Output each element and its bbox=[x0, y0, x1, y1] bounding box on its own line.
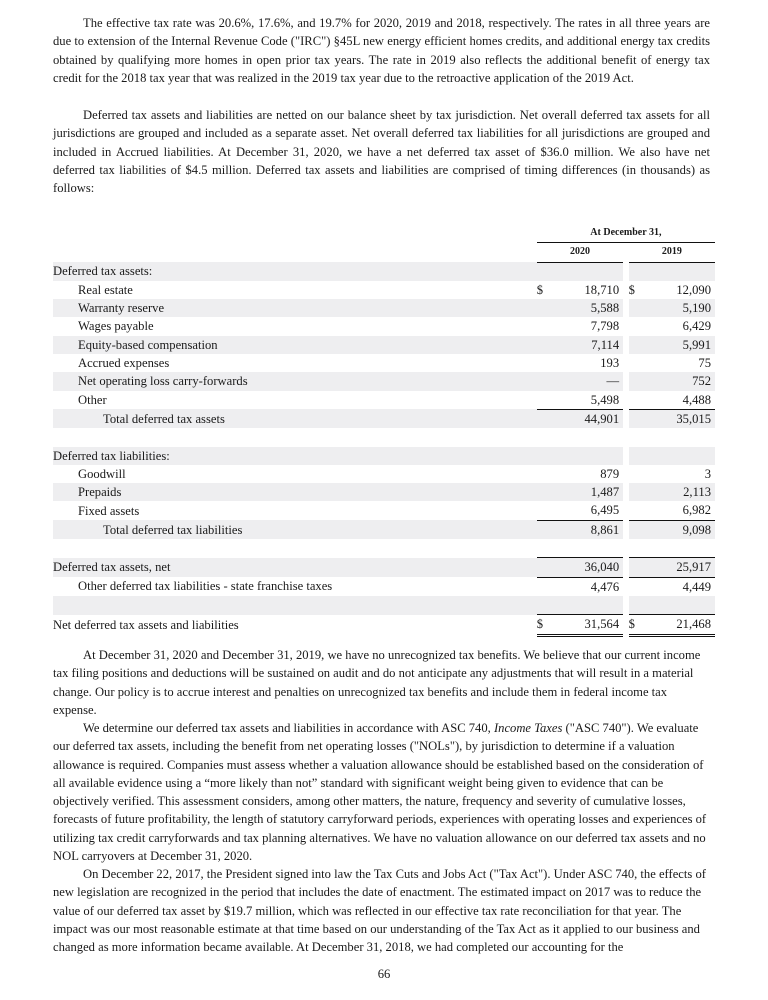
table-row bbox=[53, 299, 715, 317]
table-row bbox=[53, 501, 715, 520]
value-2019: 25,917 bbox=[644, 558, 715, 577]
currency-symbol: $ bbox=[536, 282, 544, 297]
value-2020: 6,495 bbox=[552, 501, 623, 520]
value-2020: 5,588 bbox=[552, 299, 623, 317]
row-label: Other bbox=[78, 392, 107, 407]
row-label: Wages payable bbox=[78, 319, 154, 334]
table-row-total-liabilities bbox=[53, 520, 715, 539]
value-2020: 4,476 bbox=[590, 579, 620, 594]
paragraph-unrecognized-tax-benefits: At December 31, 2020 and December 31, 2019, we have no unrecognized tax benefits. We believe that our current income tax filing positions and deductions will be sustained on audit and do not anticipate any adjustments that will result in a material change. Our policy is to accrue interest and penalties on unrecognized tax benefits and include them in federal income tax expense. bbox=[53, 648, 701, 717]
row-label: Net operating loss carry-forwards bbox=[53, 372, 537, 390]
row-label: Other deferred tax liabilities - state franchise taxes bbox=[78, 579, 333, 594]
value-2019: 5,991 bbox=[644, 336, 715, 354]
value-2019: 6,429 bbox=[682, 319, 711, 334]
value-2020: 8,861 bbox=[552, 520, 623, 539]
table-row bbox=[53, 336, 715, 354]
table-row bbox=[53, 483, 715, 501]
row-label: Fixed assets bbox=[78, 503, 140, 518]
value-2019: 4,488 bbox=[644, 391, 715, 410]
table-spacer-row bbox=[53, 596, 715, 615]
table-row-section-liabilities bbox=[53, 447, 715, 465]
value-2019: 75 bbox=[698, 356, 711, 371]
italic-title: Income Taxes bbox=[493, 721, 563, 735]
text-segment: We determine our deferred tax assets and liabilities in accordance with ASC 740, bbox=[83, 721, 494, 735]
value-2019: 12,090 bbox=[676, 282, 711, 297]
row-label: Deferred tax liabilities: bbox=[53, 447, 537, 465]
value-2020: 36,040 bbox=[552, 558, 623, 577]
paragraph-tax-act: On December 22, 2017, the President signed into law the Tax Cuts and Jobs Act ("Tax Act"). Under ASC 740, the effects of new legislation are recognized in the period that includes the date of enactment. The estimated impact on 2017 was to reduce the value of our deferred tax asset by $19.7 million, which was reflected in our effective tax rate reconciliation for that year. The impact was our most reasonable estimate at that time based on our understanding of the Tax Act as it applied to our business and changed as more information became available. At December 31, 2018, we had completed our accounting for the bbox=[53, 867, 706, 955]
value-2019: 6,982 bbox=[644, 501, 715, 520]
currency-symbol: $ bbox=[537, 615, 552, 635]
header-at-december-31: At December 31, bbox=[537, 224, 715, 243]
row-label: Prepaids bbox=[53, 483, 537, 501]
table-row bbox=[53, 281, 715, 299]
table-row-section-assets bbox=[53, 262, 715, 281]
table-row-net-total bbox=[53, 615, 715, 635]
table-spacer-row bbox=[53, 539, 715, 558]
paragraph-effective-tax-rate: The effective tax rate was 20.6%, 17.6%, and 19.7% for 2020, 2019 and 2018, respectively. The rates in all three years are due to extension of the Internal Revenue Code ("IRC") §45L new energy efficient homes credits, and additional energy tax credits obtained by qualifying more homes in open prior tax years. The rate in 2019 also reflects the additional benefit of energy tax credit for the 2018 tax year that was realized in the 2019 tax year due to the retroactive application of the 2019 Act. bbox=[53, 16, 710, 85]
paragraph-deferred-tax-netting: Deferred tax assets and liabilities are netted on our balance sheet by tax jurisdiction. Net overall deferred tax assets for all jurisdictions are grouped and included as a separate asset. Net overall deferred tax liabilities for all jurisdictions are grouped and included in Accrued liabilities. At December 31, 2020, we have a net deferred tax asset of $36.0 million. We also have net deferred tax liabilities of $4.5 million. Deferred tax assets and liabilities are comprised of timing differences (in thousands) as follows: bbox=[53, 108, 710, 196]
value-2019: 4,449 bbox=[682, 579, 711, 594]
value-2019: 35,015 bbox=[644, 409, 715, 428]
value-2020: 18,710 bbox=[584, 282, 620, 297]
table-row bbox=[53, 317, 715, 335]
table-row bbox=[53, 372, 715, 390]
table-row bbox=[53, 577, 715, 596]
value-2019: 9,098 bbox=[644, 520, 715, 539]
value-2019: 5,190 bbox=[644, 299, 715, 317]
table-header-group-row bbox=[53, 224, 715, 243]
row-label: Total deferred tax assets bbox=[53, 409, 537, 428]
value-2020: 7,114 bbox=[552, 336, 623, 354]
row-label: Goodwill bbox=[78, 466, 126, 481]
table-spacer-row bbox=[53, 428, 715, 446]
value-2020: 31,564 bbox=[552, 615, 623, 635]
value-2020: 193 bbox=[600, 356, 620, 371]
row-label: Net deferred tax assets and liabilities bbox=[53, 617, 239, 632]
text-segment: ("ASC 740"). We evaluate our deferred tax assets, including the benefit from net operating losses ("NOLs"), by jurisdiction to determine if a valuation allowance is required. Companies must assess whether a valuation allowance should be established based on the consideration of all available evidence using a “more likely than not” standard with significant weight being given to evidence that can be objectively verified. This assessment considers, among other matters, the nature, frequency and severity of cumulative losses, forecasts of future profitability, the length of statutory carryforward periods, experiences with operating losses and experiences of utilizing tax credit carryforwards and tax planning alternatives. We have no valuation allowance on our deferred tax assets and no NOL carryovers at December 31, 2020. bbox=[53, 721, 707, 864]
row-label: Accrued expenses bbox=[78, 356, 170, 371]
currency-symbol: $ bbox=[629, 615, 644, 635]
deferred-tax-table bbox=[53, 224, 715, 637]
row-label: Real estate bbox=[78, 282, 133, 297]
row-label: Deferred tax assets: bbox=[53, 262, 537, 281]
table-row bbox=[53, 354, 715, 372]
value-2019: 3 bbox=[704, 466, 711, 481]
value-2020: 879 bbox=[600, 466, 620, 481]
paragraph-valuation-allowance bbox=[53, 719, 710, 865]
header-year-2019: 2019 bbox=[629, 243, 715, 262]
table-row bbox=[53, 391, 715, 410]
header-year-2020: 2020 bbox=[537, 243, 623, 262]
table-row-total-assets bbox=[53, 409, 715, 428]
page-number: 66 bbox=[377, 967, 391, 981]
value-2020: 1,487 bbox=[552, 483, 623, 501]
row-label: Deferred tax assets, net bbox=[53, 558, 537, 577]
value-2019: 21,468 bbox=[644, 615, 715, 635]
currency-symbol: $ bbox=[628, 282, 635, 297]
value-2019: 2,113 bbox=[644, 483, 715, 501]
table-header-years-row bbox=[53, 243, 715, 262]
value-2020: 7,798 bbox=[590, 319, 620, 334]
row-label: Equity-based compensation bbox=[53, 336, 537, 354]
row-label: Warranty reserve bbox=[53, 299, 537, 317]
value-2020: — bbox=[552, 372, 623, 390]
value-2019: 752 bbox=[644, 372, 715, 390]
table-row bbox=[53, 465, 715, 483]
value-2020: 5,498 bbox=[552, 391, 623, 410]
table-row-dta-net bbox=[53, 558, 715, 577]
value-2020: 44,901 bbox=[552, 409, 623, 428]
row-label: Total deferred tax liabilities bbox=[53, 520, 537, 539]
